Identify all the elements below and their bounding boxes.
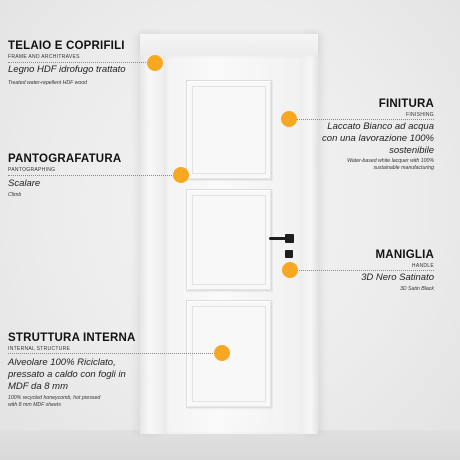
pantograph-subtitle: PANTOGRAPHING	[8, 167, 56, 173]
handle-description: 3D Nero Satinato	[361, 272, 434, 283]
handle-rose	[285, 234, 294, 243]
structure-description-en-2: with 8 mm MDF sheets	[8, 402, 61, 408]
frame-leader-line	[8, 62, 148, 63]
frame-title: TELAIO E COPRIFILI	[8, 40, 125, 52]
handle-subtitle: HANDLE	[411, 263, 434, 269]
finish-subtitle: FINISHING	[406, 112, 434, 118]
pantograph-description: Scalare	[8, 178, 41, 189]
pantograph-description-en: Climb	[8, 192, 22, 198]
finish-title: FINITURA	[378, 98, 434, 110]
structure-leader-line	[8, 353, 215, 354]
finish-leader-line	[296, 119, 434, 120]
door-frame-left	[140, 34, 164, 434]
floor	[0, 430, 460, 460]
structure-title: STRUTTURA INTERNA	[8, 332, 136, 344]
frame-description-en: Treated water-repellent HDF wood	[8, 80, 88, 86]
structure-description-line-2: pressato a caldo con fogli in	[8, 369, 126, 380]
finish-marker-dot	[281, 111, 297, 127]
frame-subtitle: FRAME AND ARCHITRAVES	[8, 54, 80, 60]
pantograph-title: PANTOGRAFATURA	[8, 153, 122, 165]
structure-description-en-1: 100% recycled honeycomb, hot pressed	[8, 395, 101, 401]
door-leaf	[164, 56, 300, 434]
finish-description-en-2: sustainable manufacturing	[373, 165, 434, 171]
structure-marker-dot	[214, 345, 230, 361]
frame-marker-dot	[147, 55, 163, 71]
key-rose	[285, 250, 293, 258]
finish-description-line-2: con una lavorazione 100%	[322, 133, 434, 144]
handle-leader-line	[297, 270, 434, 271]
frame-description: Legno HDF idrofugo trattato	[8, 64, 126, 75]
door-frame-top	[140, 34, 318, 56]
handle-description-en: 3D Satin Black	[399, 286, 434, 292]
structure-subtitle: INTERNAL STRUCTURE	[8, 346, 71, 352]
pantograph-leader-line	[8, 175, 174, 176]
structure-description-line-1: Alveolare 100% Riciclato,	[8, 357, 116, 368]
door-panel-top	[186, 80, 272, 180]
handle-title: MANIGLIA	[375, 249, 434, 261]
structure-description-line-3: MDF da 8 mm	[8, 381, 69, 392]
pantograph-marker-dot	[173, 167, 189, 183]
handle-marker-dot	[282, 262, 298, 278]
door-panel-middle	[186, 189, 272, 291]
finish-description-line-1: Laccato Bianco ad acqua	[327, 121, 434, 132]
finish-description-en-1: Water-based white lacquer with 100%	[347, 158, 434, 164]
door-frame-right	[300, 34, 318, 434]
finish-description-line-3: sostenibile	[389, 145, 434, 156]
